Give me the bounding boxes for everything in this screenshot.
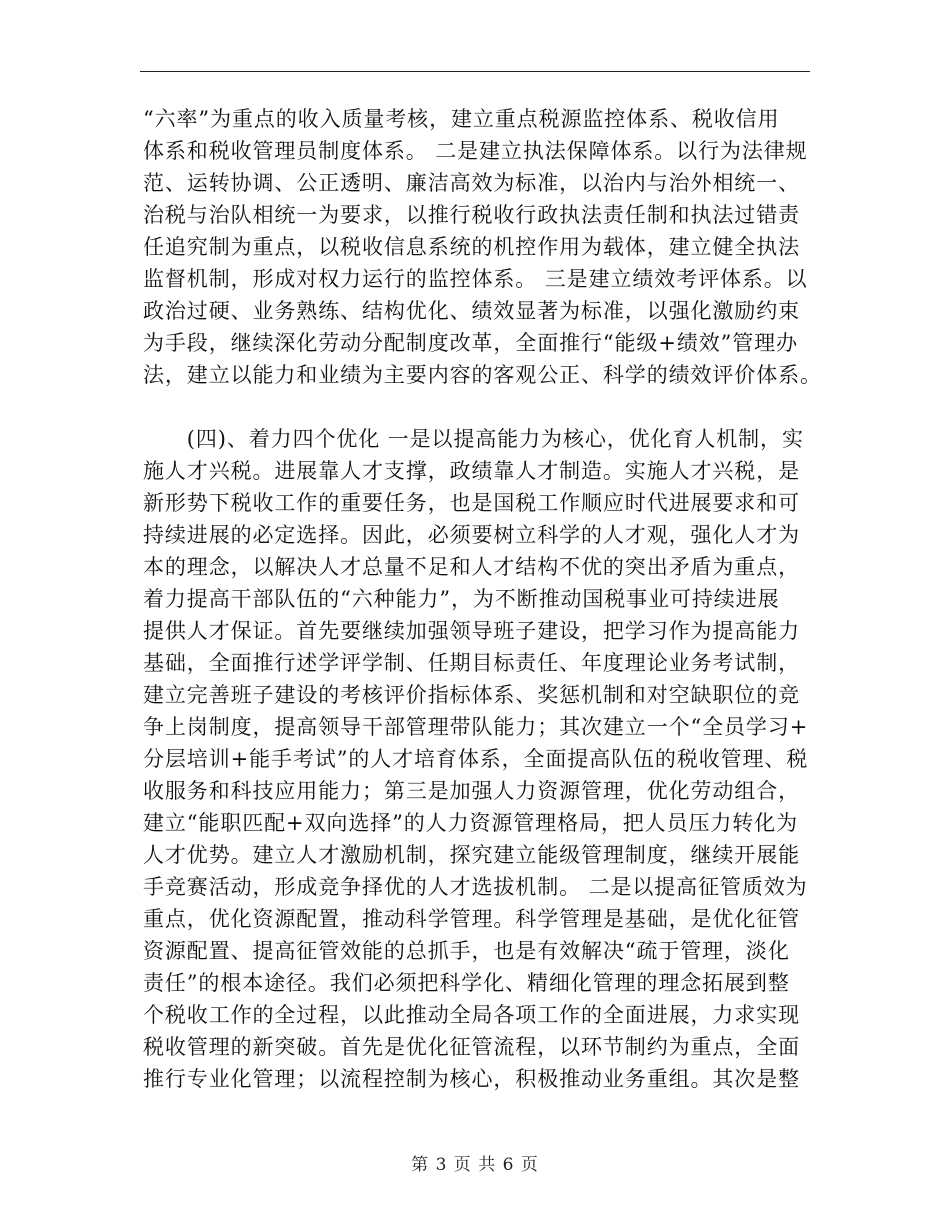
text-line: 施人才兴税。进展靠人才支撑，政绩靠人才制造。实施人才兴税，是 xyxy=(143,459,800,483)
text-line: 人才优势。建立人才激励机制，探究建立能级管理制度，继续开展能 xyxy=(143,843,800,867)
body-text xyxy=(143,103,822,1095)
text-line: 分层培训+能手考试”的人才培育体系，全面提高队伍的税收管理、税 xyxy=(143,747,809,771)
text-line: (四)、着力四个优化 一是以提高能力为核心，优化育人机制，实 xyxy=(143,427,804,451)
text-line: 着力提高干部队伍的“六种能力”，为不断推动国税事业可持续进展 xyxy=(143,587,780,611)
text-line: 范、运转协调、公正透明、廉洁高效为标准，以治内与治外相统一、 xyxy=(143,171,800,195)
text-line: 新形势下税收工作的重要任务，也是国税工作顺应时代进展要求和可 xyxy=(143,491,800,515)
text-line: 政治过硬、业务熟练、结构优化、绩效显著为标准，以强化激励约束 xyxy=(143,299,800,323)
header-rule xyxy=(140,71,810,72)
text-line: 持续进展的必定选择。因此，必须要树立科学的人才观，强化人才为 xyxy=(143,523,800,547)
text-line: 建立“能职匹配+双向选择”的人力资源管理格局，把人员压力转化为 xyxy=(143,811,798,835)
text-line: 收服务和科技应用能力；第三是加强人力资源管理，优化劳动组合， xyxy=(143,779,800,803)
text-line: 重点，优化资源配置，推动科学管理。科学管理是基础，是优化征管 xyxy=(143,907,800,931)
text-line: 个税收工作的全过程，以此推动全局各项工作的全面进展，力求实现 xyxy=(143,1003,800,1027)
text-line: 法，建立以能力和业绩为主要内容的客观公正、科学的绩效评价体系。 xyxy=(143,363,822,387)
paragraph-1 xyxy=(143,103,822,391)
paragraph-2 xyxy=(143,423,813,1095)
text-line: 资源配置、提高征管效能的总抓手，也是有效解决“疏于管理，淡化 xyxy=(143,939,790,963)
text-line: 建立完善班子建设的考核评价指标体系、奖惩机制和对空缺职位的竞 xyxy=(143,683,800,707)
text-line: 任追究制为重点，以税收信息系统的机控作用为载体，建立健全执法 xyxy=(143,235,800,259)
text-line: 手竞赛活动，形成竞争择优的人才选拔机制。 二是以提高征管质效为 xyxy=(143,875,808,899)
text-line: 体系和税收管理员制度体系。 二是建立执法保障体系。以行为法律规 xyxy=(143,139,808,163)
text-line: 推行专业化管理；以流程控制为核心，积极推动业务重组。其次是整 xyxy=(143,1067,800,1091)
paragraph-gap xyxy=(143,391,813,423)
text-line: 本的理念，以解决人才总量不足和人才结构不优的突出矛盾为重点， xyxy=(143,555,800,579)
text-line: 监督机制，形成对权力运行的监控体系。 三是建立绩效考评体系。以 xyxy=(143,267,808,291)
text-line: 责任”的根本途径。我们必须把科学化、精细化管理的理念拓展到整 xyxy=(143,971,790,995)
page-footer: 第 3 页 共 6 页 xyxy=(411,1155,539,1175)
text-line: 治税与治队相统一为要求，以推行税收行政执法责任制和执法过错责 xyxy=(143,203,800,227)
text-line: 提供人才保证。首先要继续加强领导班子建设，把学习作为提高能力 xyxy=(143,619,800,643)
text-line: 为手段，继续深化劳动分配制度改革，全面推行“能级+绩效”管理办 xyxy=(143,331,798,355)
text-line: 税收管理的新突破。首先是优化征管流程，以环节制约为重点，全面 xyxy=(143,1035,800,1059)
text-line: “六率”为重点的收入质量考核，建立重点税源监控体系、税收信用 xyxy=(143,107,780,131)
text-line: 基础，全面推行述学评学制、任期目标责任、年度理论业务考试制， xyxy=(143,651,800,675)
text-line: 争上岗制度，提高领导干部管理带队能力；其次建立一个“全员学习+ xyxy=(143,715,809,739)
